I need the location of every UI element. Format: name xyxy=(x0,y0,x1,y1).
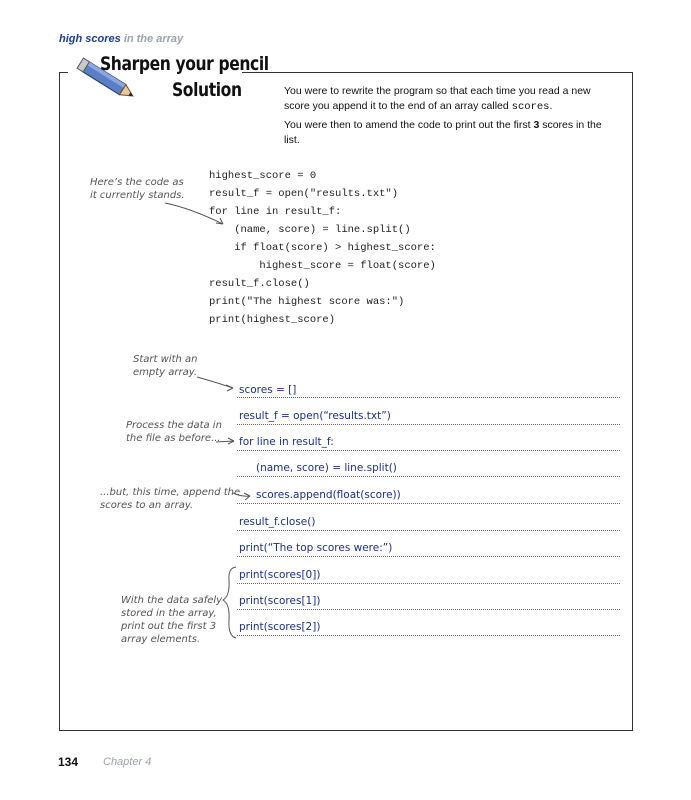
solution-line: (name, score) = line.split() xyxy=(256,462,397,474)
code-line: highest_score = 0 xyxy=(209,170,317,182)
code-line: print("The highest score was:") xyxy=(209,296,405,308)
solution-line: for line in result_f: xyxy=(239,436,334,448)
instruction-2-end: scores in the list. xyxy=(284,119,602,146)
answer-line xyxy=(237,503,620,504)
answer-line xyxy=(237,635,620,636)
solution-line: scores.append(float(score)) xyxy=(256,489,401,501)
title-line1: Sharpen your pencil xyxy=(100,53,269,75)
code-line: for line in result_f: xyxy=(209,206,342,218)
answer-line xyxy=(237,424,620,425)
solution-line: result_f = open(“results.txt”) xyxy=(239,410,391,422)
header-part1: high scores xyxy=(59,33,121,45)
brace xyxy=(223,567,236,638)
chapter-label: Chapter 4 xyxy=(103,756,152,768)
solution-line: print(scores[1]) xyxy=(239,595,321,607)
annotation-start: Start with an empty array. xyxy=(133,354,198,378)
answer-line xyxy=(237,583,620,584)
solution-line: print(scores[2]) xyxy=(239,621,321,633)
annotation-process: Process the data in the file as before... xyxy=(126,420,222,444)
answer-line xyxy=(237,476,620,477)
instruction-2-bold: 3 xyxy=(533,119,540,131)
solution-line: scores = [] xyxy=(239,384,297,396)
answer-line xyxy=(237,609,620,610)
code-line: (name, score) = line.split() xyxy=(209,224,411,236)
solution-line: print(“The top scores were:”) xyxy=(239,542,393,554)
code-line: result_f.close() xyxy=(209,278,310,290)
instruction-1-text: You were to rewrite the program so that each time you read a new score you append it to the end of an array called xyxy=(284,85,591,112)
code-line: highest_score = float(score) xyxy=(209,260,436,272)
title-line2: Solution xyxy=(172,79,242,101)
code-line: print(highest_score) xyxy=(209,314,336,326)
page-number: 134 xyxy=(58,755,79,769)
arrow-start xyxy=(197,377,233,388)
answer-line xyxy=(237,397,620,398)
instruction-1-end: . xyxy=(549,100,553,112)
code-line: result_f = open("results.txt") xyxy=(209,188,399,200)
solution-line: result_f.close() xyxy=(239,516,316,528)
arrow-code-note xyxy=(165,203,223,224)
answer-line xyxy=(237,530,620,531)
annotation-append: ...but, this time, append the scores to an array. xyxy=(100,487,241,511)
code-line: if float(score) > highest_score: xyxy=(209,242,436,254)
instruction-1-code: scores xyxy=(511,101,550,113)
instruction-2-text: You were then to amend the code to print out the first xyxy=(284,119,534,131)
code-note: Here’s the code as it currently stands. xyxy=(90,177,185,201)
solution-line: print(scores[0]) xyxy=(239,569,321,581)
answer-line xyxy=(237,556,620,557)
annotation-safely: With the data safely stored in the array, print out the first 3 array elements. xyxy=(121,595,223,645)
answer-line xyxy=(237,450,620,451)
header-part2: in the array xyxy=(123,33,184,45)
